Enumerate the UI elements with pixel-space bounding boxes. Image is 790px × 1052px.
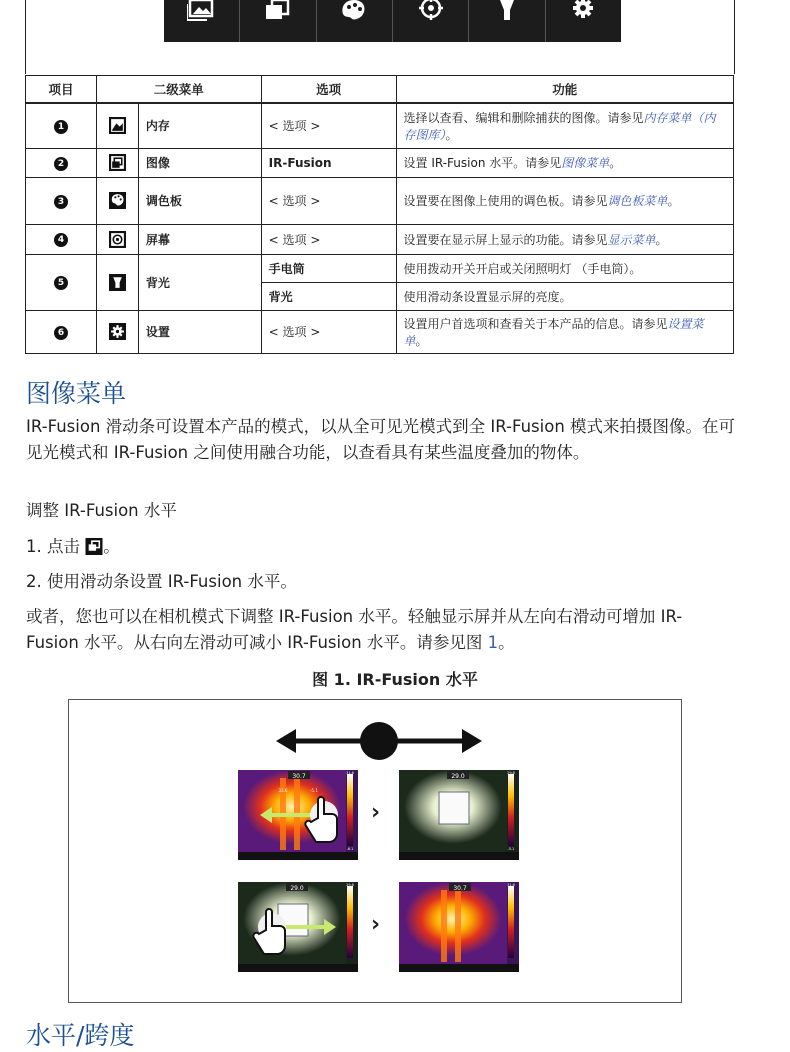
svg-text:31.6: 31.6 — [346, 771, 354, 775]
svg-text:29.0: 29.0 — [451, 773, 465, 780]
alt-paragraph: 或者，您也可以在相机模式下调整 IR-Fusion 水平。轻触显示屏并从左向右滑动可增加 IR-Fusion 水平。从右向左滑动可减小 IR-Fusion 水平。请参见图 1。 — [26, 607, 683, 652]
menu-table — [25, 75, 734, 354]
submenu-label: 屏幕 — [138, 224, 261, 254]
function-text: 设置用户首选项和查看关于本产品的信息。请参见设置菜单。 — [396, 310, 733, 353]
memory-menu-link[interactable]: 内存菜单（内存图库） — [403, 110, 716, 142]
svg-text:-5.1: -5.1 — [310, 788, 318, 793]
palette-icon-cell — [96, 177, 138, 224]
display-menu-link[interactable]: 显示菜单 — [607, 232, 656, 247]
gallery-button[interactable] — [164, 0, 240, 42]
step-2: 2. 使用滑动条设置 IR-Fusion 水平。 — [26, 572, 297, 591]
header-item: 项目 — [26, 76, 97, 104]
svg-text:30.7: 30.7 — [292, 773, 306, 780]
submenu-label: 图像 — [138, 148, 261, 177]
item-number: 3 — [26, 177, 97, 224]
option-label: IR-Fusion — [261, 148, 396, 177]
screen-icon — [109, 231, 126, 248]
header-submenu: 二级菜单 — [96, 76, 261, 104]
palette-menu-link[interactable]: 调色板菜单 — [607, 194, 668, 208]
function-text: 使用拨动开关开启或关闭照明灯 （手电筒）。 — [396, 254, 733, 282]
item-number: 4 — [26, 224, 97, 254]
memory-icon — [109, 117, 126, 134]
header-option: 选项 — [261, 76, 396, 104]
screen-button[interactable] — [393, 0, 469, 42]
function-text: 设置要在图像上使用的调色板。请参见调色板菜单。 — [396, 177, 733, 224]
table-header-row — [26, 76, 734, 104]
table-row — [26, 224, 734, 254]
svg-text:33.6: 33.6 — [278, 788, 288, 793]
backlight-icon-cell — [96, 254, 138, 310]
image-gallery-icon — [187, 0, 217, 22]
option-label: 背光 — [261, 282, 396, 310]
flashlight-icon — [492, 0, 522, 22]
chevron-right-icon: › — [371, 912, 381, 937]
intro-paragraph: IR-Fusion 滑动条可设置本产品的模式，以从全可见光模式到全 IR-Fusion 模式来拍摄图像。在可见光模式和 IR-Fusion 之间使用融合功能，以查看具有某些温度叠加的物体。 — [26, 417, 736, 462]
image-button[interactable] — [240, 0, 316, 42]
submenu-label: 背光 — [138, 254, 261, 310]
option-label: 手电筒 — [261, 254, 396, 282]
svg-text:29.8: 29.8 — [507, 771, 515, 775]
submenu-label: 设置 — [138, 310, 261, 353]
svg-text:30.7: 30.7 — [453, 885, 467, 892]
settings-menu-link[interactable]: 设置菜单 — [403, 316, 704, 348]
visible-screenshot — [238, 882, 358, 972]
function-text: 选择以查看、编辑和删除捕获的图像。请参见内存菜单（内存图库）。 — [396, 103, 733, 148]
function-text: 使用滑动条设置显示屏的亮度。 — [396, 282, 733, 310]
settings-icon — [109, 323, 126, 340]
item-number: 6 — [26, 310, 97, 353]
adjust-heading: 调整 IR-Fusion 水平 — [26, 501, 177, 520]
chevron-right-icon: › — [371, 800, 381, 825]
palette-icon — [339, 0, 369, 22]
svg-text:-5.1: -5.1 — [507, 847, 515, 851]
palette-icon — [109, 192, 126, 209]
image-menu-link[interactable]: 图像菜单 — [561, 156, 610, 170]
table-row — [26, 148, 734, 177]
target-icon — [416, 0, 446, 22]
visible-screenshot — [399, 770, 519, 860]
section-title: 图像菜单 — [26, 379, 127, 408]
option-label: < 选项 > — [261, 103, 396, 148]
thermal-screenshot — [238, 770, 358, 860]
palette-button[interactable] — [317, 0, 393, 42]
item-number: 1 — [26, 103, 97, 148]
image-fusion-icon — [263, 0, 293, 22]
table-row — [26, 103, 734, 148]
figure-link[interactable]: 1 — [487, 633, 499, 652]
image-icon — [109, 154, 126, 171]
svg-text:29.8: 29.8 — [346, 883, 354, 887]
function-text: 设置要在显示屏上显示的功能。请参见显示菜单。 — [396, 224, 733, 254]
screen-icon-cell — [96, 224, 138, 254]
header-function: 功能 — [396, 76, 733, 104]
camera-icon-bar — [164, 0, 621, 42]
submenu-label: 调色板 — [138, 177, 261, 224]
svg-text:-6.1: -6.1 — [346, 847, 354, 851]
option-label: < 选项 > — [261, 177, 396, 224]
table-row — [26, 310, 734, 353]
option-label: < 选项 > — [261, 310, 396, 353]
settings-icon-cell — [96, 310, 138, 353]
backlight-button[interactable] — [469, 0, 545, 42]
thermal-screenshot — [399, 882, 519, 972]
function-text: 设置 IR-Fusion 水平。请参见图像菜单。 — [396, 148, 733, 177]
image-icon-cell — [96, 148, 138, 177]
item-number: 5 — [26, 254, 97, 310]
slider-arrow-graphic — [274, 718, 484, 768]
image-fusion-icon — [85, 538, 103, 555]
item-number: 2 — [26, 148, 97, 177]
gear-icon — [568, 0, 598, 22]
step-1: 1. 点击 。 — [26, 537, 120, 556]
option-label: < 选项 > — [261, 224, 396, 254]
next-section-title: 水平/跨度 — [26, 1021, 135, 1050]
submenu-label: 内存 — [138, 103, 261, 148]
memory-icon-cell — [96, 103, 138, 148]
table-row — [26, 177, 734, 224]
table-row — [26, 254, 734, 282]
settings-button[interactable] — [546, 0, 621, 42]
svg-text:31.6: 31.6 — [507, 883, 515, 887]
backlight-icon — [109, 274, 126, 291]
figure-box — [68, 699, 682, 1003]
svg-text:29.0: 29.0 — [290, 885, 304, 892]
figure-title: 图 1. IR-Fusion 水平 — [312, 670, 478, 689]
